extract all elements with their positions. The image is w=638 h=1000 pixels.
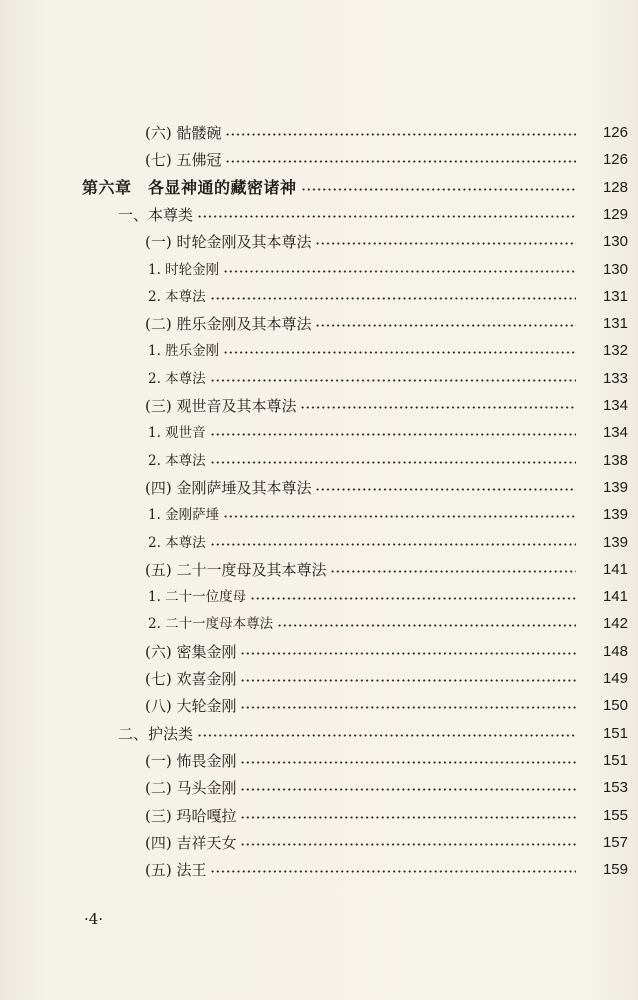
dot-leader	[240, 706, 576, 709]
toc-row[interactable]	[0, 693, 638, 719]
toc-row[interactable]	[0, 475, 638, 501]
toc-row[interactable]	[0, 557, 638, 583]
toc-entry-label: (三) 玛哈嘎拉	[145, 806, 237, 825]
toc-row[interactable]	[0, 803, 638, 829]
toc-row[interactable]	[0, 420, 638, 446]
toc-entry-label: (八) 大轮金刚	[145, 697, 237, 716]
toc-page-number: 130	[602, 233, 628, 251]
toc-row[interactable]	[0, 502, 638, 528]
toc-entry-label: 2. 本尊法	[148, 370, 206, 387]
toc-page-number: 134	[602, 424, 628, 442]
toc-row[interactable]	[0, 666, 638, 692]
dot-leader	[223, 351, 576, 354]
toc-entry-label: 2. 二十一度母本尊法	[148, 616, 274, 633]
toc-entry-label: 一、本尊类	[118, 205, 194, 224]
toc-entry-label: 1. 金刚萨埵	[148, 507, 220, 524]
dot-leader	[250, 597, 576, 600]
dot-leader	[300, 406, 576, 409]
toc-entry-label: (三) 观世音及其本尊法	[145, 397, 297, 415]
toc-page-number: 126	[602, 151, 628, 169]
toc-entry-label: (二) 马头金刚	[145, 779, 237, 798]
dot-leader	[315, 324, 576, 327]
toc-page-number: 138	[602, 451, 628, 469]
toc-page-number: 132	[602, 342, 628, 360]
dot-leader	[240, 652, 576, 655]
toc-row[interactable]	[0, 721, 638, 747]
toc-entry-label: (五) 二十一度母及其本尊法	[145, 560, 327, 579]
toc-entry-label: 1. 胜乐金刚	[148, 343, 220, 360]
toc-page-number: 133	[602, 369, 628, 387]
toc-page-number: 151	[602, 724, 628, 742]
toc-page-number: 139	[602, 533, 628, 551]
toc-entry-label: (一) 怖畏金刚	[145, 751, 237, 770]
toc-page-number: 131	[602, 287, 628, 305]
toc-row[interactable]	[0, 257, 638, 283]
toc-page-number: 130	[602, 260, 628, 278]
toc-page-number: 149	[602, 670, 628, 687]
toc-entry-label: (四) 金刚萨埵及其本尊法	[145, 478, 312, 497]
toc-row[interactable]	[0, 857, 638, 883]
toc-row[interactable]	[0, 584, 638, 610]
dot-leader	[210, 543, 576, 546]
dot-leader	[210, 461, 576, 464]
toc-entry-label: (二) 胜乐金刚及其本尊法	[145, 315, 312, 334]
toc-entry-label: (七) 五佛冠	[145, 151, 222, 170]
toc-entry-label: 1. 二十一位度母	[148, 589, 247, 606]
toc-row[interactable]	[0, 448, 638, 474]
toc-page-number: 142	[602, 615, 628, 633]
toc-entry-label: 2. 本尊法	[148, 288, 206, 305]
toc-entry-label: (六) 密集金刚	[145, 642, 237, 661]
toc-entry-label: (五) 法王	[145, 861, 207, 880]
page-number-footer: ·4·	[84, 910, 104, 928]
dot-leader	[240, 788, 576, 791]
toc-row[interactable]	[0, 748, 638, 774]
toc-row[interactable]	[0, 830, 638, 856]
toc-row[interactable]	[0, 120, 638, 146]
toc-page-number: 128	[602, 178, 628, 196]
toc-row[interactable]	[0, 202, 638, 228]
dot-leader	[240, 761, 576, 764]
toc-entry-label: (七) 欢喜金刚	[145, 670, 237, 688]
toc-row[interactable]	[0, 775, 638, 801]
dot-leader	[210, 870, 576, 873]
toc-page-number: 151	[602, 751, 628, 769]
dot-leader	[210, 433, 576, 436]
toc-row[interactable]	[0, 311, 638, 337]
dot-leader	[210, 297, 576, 300]
toc-entry-label: 2. 本尊法	[148, 534, 206, 551]
toc-page-number: 126	[602, 124, 628, 141]
toc-page-number: 159	[602, 861, 628, 879]
toc-page-number: 157	[602, 833, 628, 851]
toc-row[interactable]	[0, 284, 638, 310]
dot-leader	[225, 160, 576, 163]
toc-page-number: 139	[602, 506, 628, 524]
toc-page-number: 134	[602, 397, 628, 414]
toc-row[interactable]	[0, 639, 638, 665]
dot-leader	[197, 215, 576, 218]
toc-row[interactable]	[0, 530, 638, 556]
dot-leader	[210, 379, 576, 382]
dot-leader	[240, 679, 576, 682]
toc-page-number: 150	[602, 697, 628, 715]
toc-row[interactable]	[0, 611, 638, 637]
dot-leader	[240, 843, 576, 846]
dot-leader	[197, 734, 576, 737]
dot-leader	[223, 270, 576, 273]
toc-row[interactable]	[0, 147, 638, 173]
toc-entry-label: 2. 本尊法	[148, 452, 206, 469]
toc-page-number: 141	[602, 588, 628, 606]
toc-entry-label: (一) 时轮金刚及其本尊法	[145, 233, 312, 252]
dot-leader	[315, 488, 576, 491]
dot-leader	[277, 624, 576, 627]
dot-leader	[240, 816, 576, 819]
toc-page-number: 155	[602, 806, 628, 824]
toc-page-number: 153	[602, 779, 628, 797]
toc-entry-label: 1. 时轮金刚	[148, 261, 220, 278]
toc-entry-label: 二、护法类	[118, 724, 194, 743]
toc-row[interactable]	[0, 366, 638, 392]
toc-entry-label: 1. 观世音	[148, 425, 206, 442]
dot-leader	[301, 188, 576, 191]
dot-leader	[225, 133, 576, 136]
toc-page-number: 129	[602, 205, 628, 223]
toc-page-number: 148	[602, 642, 628, 660]
toc-page-number: 141	[602, 560, 628, 578]
toc-page-number: 131	[602, 315, 628, 333]
toc-page-number: 139	[602, 478, 628, 496]
toc-row[interactable]	[0, 393, 638, 419]
toc-row[interactable]	[0, 338, 638, 364]
dot-leader	[315, 242, 576, 245]
toc-entry-label: 第六章 各显神通的藏密诸神	[82, 177, 297, 197]
toc-entry-label: (六) 骷髅碗	[145, 124, 222, 142]
dot-leader	[223, 515, 576, 518]
toc-row[interactable]	[0, 175, 638, 201]
toc-entry-label: (四) 吉祥天女	[145, 833, 237, 852]
dot-leader	[330, 570, 576, 573]
toc-row[interactable]	[0, 229, 638, 255]
